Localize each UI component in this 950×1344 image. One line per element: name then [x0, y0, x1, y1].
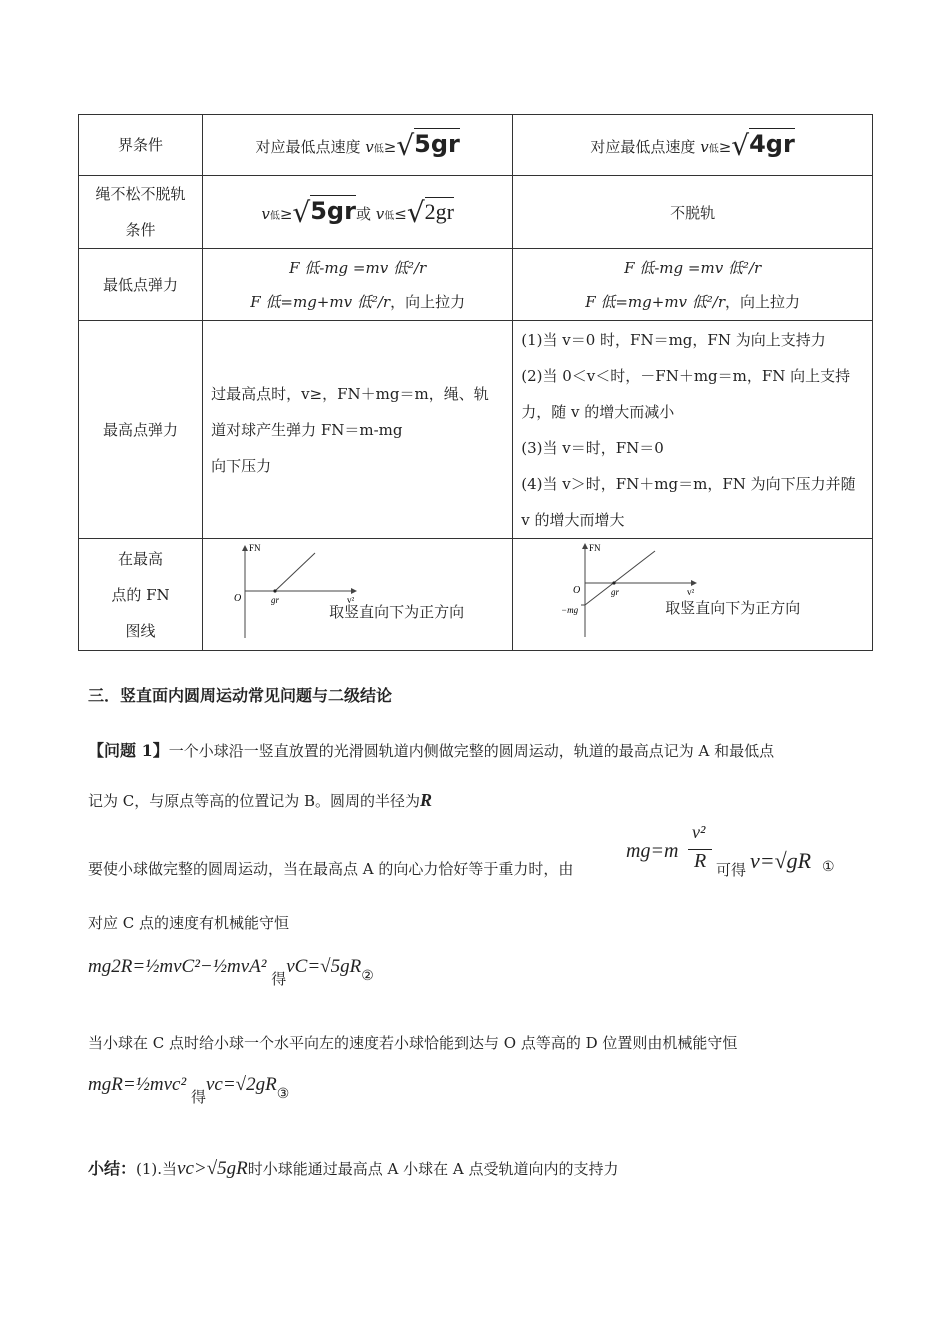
origin-label: O — [573, 585, 581, 596]
summary-condition: vc>√5gR — [177, 1158, 248, 1179]
formula-2: mg2R=½mvC²−½mvA² — [88, 956, 267, 977]
problem-line3: 要使小球做完整的圆周运动，当在最高点 A 的向心力恰好等于重力时，由 mg=m v² R 可得 v=√gR ① — [88, 822, 835, 879]
origin-label: O — [234, 593, 242, 604]
row2-right: 不脱轨 — [513, 176, 873, 249]
row1-right: 对应最低点速度 v低≥√4gr — [513, 115, 873, 176]
row4-right: (1)当 v＝0 时，FN＝mg，FN 为向上支持力 (2)当 0＜v＜时，－FN＋mg＝m，FN 向上支持 力，随 v 的增大而减小 (3)当 v＝时，FN＝0 (4)当 v＞时，FN＋mg＝m，FN 为向下压力并随 v 的增大而增大 — [513, 321, 873, 539]
formula-1-den: R — [694, 850, 707, 872]
graph-fn-rope — [231, 543, 361, 643]
row5-right — [513, 539, 873, 651]
tick-label: gr — [271, 595, 280, 605]
neg-mg-label: −mg — [561, 605, 579, 615]
row4-label: 最高点弹力 — [79, 321, 203, 539]
caption-left: 取竖直向下为正方向 — [329, 603, 465, 621]
row1-left: 对应最低点速度 v低≥√5gr — [203, 115, 513, 176]
row5-label: 在最高 点的 FN 图线 — [79, 539, 203, 651]
row3-label: 最低点弹力 — [79, 249, 203, 321]
row4-left: 过最高点时，v≥，FN＋mg＝m，绳、轨 道对球产生弹力 FN＝m-mg 向下压力 — [203, 321, 513, 539]
formula-3-line: mgR=½mvc² 得vc=√2gR③ — [88, 1074, 290, 1106]
problem-line2: 记为 C，与原点等高的位置记为 B。圆周的半径为R — [88, 790, 433, 810]
tick-label: gr — [611, 587, 620, 597]
row2-label: 绳不松不脱轨 条件 — [79, 176, 203, 249]
formula-2-line: mg2R=½mvC²−½mvA² 得vC=√5gR② — [88, 956, 374, 988]
formula-2-result: vC=√5gR — [286, 956, 362, 977]
formula-3-result: vc=√2gR — [205, 1074, 277, 1095]
section-title: 三．竖直面内圆周运动常见问题与二级结论 — [88, 686, 393, 705]
summary-line: 小结：(1).当vc>√5gR时小球能通过最高点 A 小球在 A 点受轨道向内的支持力 — [88, 1158, 619, 1179]
axis-x-label: v² — [687, 587, 695, 597]
summary-table — [78, 114, 873, 651]
formula-1-result: v=√gR — [750, 848, 812, 873]
problem-line4: 对应 C 点的速度有机械能守恒 — [88, 914, 290, 932]
row5-left — [203, 539, 513, 651]
formula-1: mg=m — [626, 840, 679, 862]
radius-symbol: R — [420, 790, 433, 810]
summary-tag: 小结： — [88, 1159, 137, 1178]
axis-x-label: v² — [347, 595, 355, 605]
row3-left: F 低-mg =mv 低²/r F 低=mg+mv 低²/r，向上拉力 — [203, 249, 513, 321]
row3-right: F 低-mg =mv 低²/r F 低=mg+mv 低²/r，向上拉力 — [513, 249, 873, 321]
row2-left: v低≥√5gr或 v低≤√2gr — [203, 176, 513, 249]
row1-label: 界条件 — [79, 115, 203, 176]
problem-line1: 【问题 1】一个小球沿一竖直放置的光滑圆轨道内侧做完整的圆周运动，轨道的最高点记为 A 和最低点 — [88, 741, 775, 760]
formula-3: mgR=½mvc² — [88, 1074, 187, 1095]
formula-1-num: v² — [692, 822, 706, 842]
caption-right: 取竖直向下为正方向 — [665, 599, 801, 617]
axis-y-label: FN — [589, 543, 601, 553]
axis-y-label: FN — [249, 543, 261, 553]
graph-fn-track — [561, 541, 705, 641]
problem-tag: 【问题 1】 — [88, 741, 169, 760]
problem-line5: 当小球在 C 点时给小球一个水平向左的速度若小球恰能到达与 O 点等高的 D 位置则由机械能守恒 — [88, 1034, 738, 1052]
